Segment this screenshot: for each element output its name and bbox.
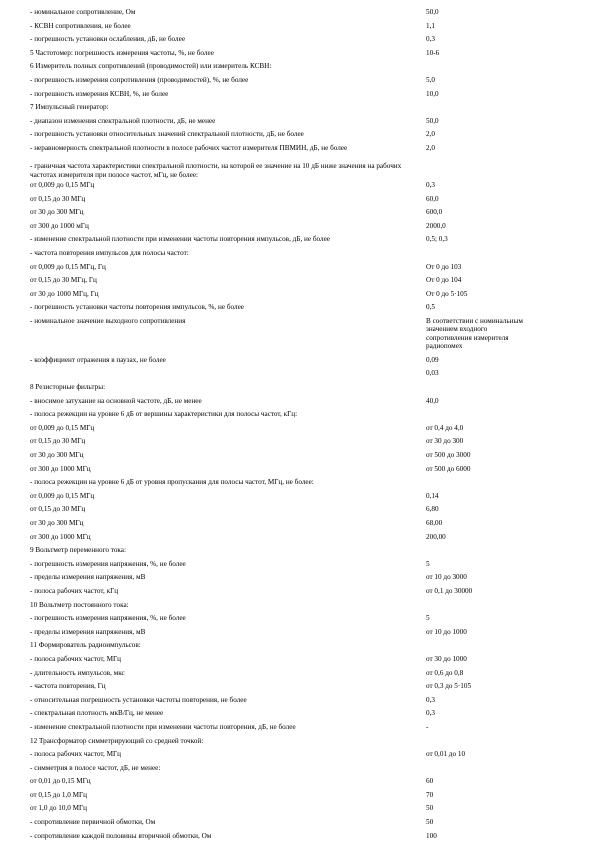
spec-label: - частота повторения, Гц (30, 682, 106, 691)
spec-row (30, 449, 590, 463)
spec-value: от 10 до 1000 (426, 627, 467, 636)
spec-value: 0,03 (426, 369, 439, 378)
spec-label: - полоса режекции на уровне 6 дБ от вершины характеристики для полосы частот, кГц: (30, 410, 298, 419)
spec-row (30, 653, 590, 667)
spec-row (30, 301, 590, 315)
spec-row (30, 128, 590, 142)
spec-value: от 0,4 до 4,0 (426, 423, 464, 432)
spec-value: 0,5; 0,3 (426, 235, 448, 244)
spec-label: - спектральная плотность мкВ/Гц, не менее (30, 709, 164, 718)
spec-value: от 0,1 до 30000 (426, 586, 473, 595)
spec-label: 8 Резисторные фильтры: (30, 383, 106, 392)
spec-label: - погрешность измерения КСВН, %, не более (30, 89, 169, 98)
spec-label: - полоса рабочих частот, МГц (30, 654, 121, 663)
spec-value: 1,1 (426, 21, 435, 30)
spec-label: - вносимое затухание на основной частоте, дБ, не менее (30, 396, 202, 405)
spec-row (30, 193, 590, 207)
spec-row (30, 354, 590, 368)
spec-row (30, 775, 590, 789)
spec-row (30, 247, 590, 261)
spec-label: 9 Вольтметр переменного тока: (30, 546, 126, 555)
spec-label: от 1,0 до 10,0 МГц (30, 804, 88, 813)
spec-label: - погрешность измерения напряжения, %, не более (30, 614, 186, 623)
spec-value: 0,3 (426, 695, 435, 704)
spec-row (30, 626, 590, 640)
spec-label: - длительность импульсов, мкс (30, 668, 125, 677)
spec-label: - номинальное сопротивление, Ом (30, 8, 136, 16)
spec-row (30, 789, 590, 803)
spec-value: 40,0 (426, 396, 439, 405)
spec-row (30, 599, 590, 613)
spec-row (30, 6, 590, 20)
spec-value: 5 (426, 614, 430, 623)
spec-label: 10 Вольтметр постоянного тока: (30, 600, 129, 609)
spec-label: от 0,009 до 0,15 МГц (30, 423, 95, 432)
spec-label: - полоса режекции на уровне 6 дБ от уровня пропускания для полосы частот, МГц, не более: (30, 478, 314, 487)
spec-value: 0,09 (426, 355, 439, 364)
spec-row (30, 463, 590, 477)
spec-row (30, 315, 590, 354)
spec-label: - номинальное значение выходного сопротивления (30, 316, 186, 325)
spec-row (30, 490, 590, 504)
spec-row (30, 261, 590, 275)
spec-row (30, 288, 590, 302)
spec-label: от 0,01 до 0,15 МГц (30, 777, 91, 786)
spec-label: 6 Измеритель полных сопротивлений (проводимостей) или измеритель КСВН: (30, 62, 272, 71)
spec-label: от 0,009 до 0,15 МГц, Гц (30, 262, 106, 271)
spec-label: - относительная погрешность установки частоты повторения, не более (30, 695, 247, 704)
spec-row (30, 274, 590, 288)
spec-value: 0,14 (426, 491, 439, 500)
spec-label: - погрешность установки частоты повторения импульсов, %, не более (30, 303, 244, 312)
spec-row (30, 544, 590, 558)
spec-value: 50 (426, 818, 434, 827)
spec-row (30, 20, 590, 34)
spec-value: от 500 до 6000 (426, 464, 471, 473)
spec-label: - полоса рабочих частот, МГц (30, 750, 121, 759)
spec-value: от 0,01 до 10 (426, 750, 466, 759)
spec-value: В соответствии с номинальным значением входного сопротивления измерителя радиопомех (426, 316, 523, 351)
spec-row (30, 435, 590, 449)
spec-row (30, 47, 590, 61)
spec-label: от 300 до 1000 МГц (30, 532, 91, 541)
spec-label: - неравномерность спектральной плотности в полосе рабочих частот измерителя ПВМИН, дБ, не более (30, 143, 348, 152)
spec-row (30, 680, 590, 694)
spec-label: - погрешность установки ослабления, дБ, не более (30, 35, 186, 44)
spec-value: от 30 до 300 (426, 437, 464, 446)
spec-value: 50,0 (426, 8, 439, 16)
spec-label: - симметрия в полосе частот, дБ, не менее: (30, 763, 161, 772)
spec-row (30, 503, 590, 517)
spec-row (30, 115, 590, 129)
spec-value: от 0,3 до 5·105 (426, 682, 472, 691)
spec-row (30, 142, 590, 161)
spec-label: 11 Формирователь радиоимпульсов: (30, 641, 141, 650)
spec-label: - полоса рабочих частот, кГц (30, 586, 119, 595)
spec-row (30, 88, 590, 102)
spec-label: - погрешность измерения сопротивления (проводимостей), %, не более (30, 75, 249, 84)
spec-value: 200,00 (426, 532, 446, 541)
spec-value: 10-6 (426, 48, 440, 57)
spec-label: от 30 до 300 МГц (30, 208, 84, 217)
spec-value: 2,0 (426, 130, 435, 139)
spec-row (30, 33, 590, 47)
spec-row (30, 220, 590, 234)
spec-label: - граничная частота характеристики спектральной плотности, на которой ее значение на 10 дБ ниже значения на рабочих частотах измерителя при полосе частот, мГц, не более: (30, 162, 402, 179)
spec-label: от 0,15 до 30 МГц (30, 437, 86, 446)
spec-value: 68,00 (426, 519, 443, 527)
spec-label: от 30 до 300 МГц (30, 451, 84, 460)
spec-row (30, 639, 590, 653)
spec-value: 5,0 (426, 75, 435, 84)
spec-value: 600,0 (426, 208, 443, 217)
spec-label: - частота повторения импульсов для полосы частот: (30, 248, 189, 257)
spec-value: 10,0 (426, 89, 439, 98)
spec-label: - погрешность измерения напряжения, %, не более (30, 559, 186, 568)
spec-row (30, 395, 590, 409)
spec-value: от 500 до 3000 (426, 451, 471, 460)
spec-row (30, 667, 590, 681)
spec-row (30, 422, 590, 436)
spec-value: От 0 до 103 (426, 262, 462, 271)
spec-label: от 30 до 300 МГц (30, 519, 84, 527)
spec-value: 100 (426, 831, 437, 840)
spec-label: - сопротивление каждой половины вторичной обмотки, Ом (30, 831, 212, 840)
spec-row (30, 571, 590, 585)
spec-row (30, 517, 590, 531)
spec-row (30, 558, 590, 572)
spec-value: 0,3 (426, 180, 435, 189)
spec-value: 6,80 (426, 505, 439, 514)
spec-row (30, 707, 590, 721)
spec-row (30, 721, 590, 735)
spec-value: 5 (426, 559, 430, 568)
spec-row (30, 612, 590, 626)
spec-value: от 30 до 1000 (426, 654, 467, 663)
spec-label: от 0,15 до 1,0 МГц (30, 790, 88, 799)
spec-value: 0,3 (426, 709, 435, 718)
spec-row (30, 830, 590, 843)
spec-row (30, 816, 590, 830)
spec-row (30, 735, 590, 749)
spec-label: от 0,15 до 30 МГц, Гц (30, 276, 97, 285)
spec-row (30, 408, 590, 422)
spec-row (30, 762, 590, 776)
spec-label: - пределы измерения напряжения, мВ (30, 573, 146, 582)
spec-value: от 0,6 до 0,8 (426, 668, 464, 677)
spec-label: от 0,009 до 0,15 МГц (30, 491, 95, 500)
spec-label: - диапазон изменения спектральной плотности, дБ, не менее (30, 116, 216, 125)
spec-label: 12 Трансформатор симметрирующий со средней точкой: (30, 736, 204, 745)
spec-label: - погрешность установки относительных значений спектральной плотности, дБ, не более (30, 130, 304, 139)
spec-row (30, 206, 590, 220)
spec-row (30, 476, 590, 490)
spec-row (30, 233, 590, 247)
spec-value: От 0 до 5·105 (426, 289, 468, 298)
spec-row (30, 367, 590, 381)
spec-row (30, 74, 590, 88)
spec-label: от 30 до 1000 МГц, Гц (30, 289, 99, 298)
spec-label: от 0,15 до 30 МГц (30, 505, 86, 514)
spec-row (30, 381, 590, 395)
spec-label: - коэффициент отражения в паузах, не более (30, 355, 166, 364)
spec-value: 70 (426, 790, 434, 799)
spec-row (30, 160, 590, 179)
spec-value: 0,5 (426, 303, 435, 312)
spec-value: - (426, 722, 429, 731)
spec-row (30, 531, 590, 545)
spec-row (30, 179, 590, 193)
spec-value: 0,3 (426, 35, 435, 44)
spec-row (30, 60, 590, 74)
spec-label: - изменение спектральной плотности при изменении частоты повторения импульсов, дБ, не более (30, 235, 330, 244)
spec-row (30, 748, 590, 762)
spec-value: от 10 до 3000 (426, 573, 467, 582)
spec-row (30, 585, 590, 599)
spec-label: 5 Частотомер: погрешность измерения частоты, %, не более (30, 48, 214, 57)
document-page (30, 6, 590, 843)
spec-value: 2,0 (426, 143, 435, 152)
spec-value: 60,0 (426, 194, 439, 203)
spec-label: - сопротивление первичной обмотки, Ом (30, 818, 156, 827)
spec-label: - пределы измерения напряжения, мВ (30, 627, 146, 636)
spec-value: 2000,0 (426, 221, 446, 230)
spec-label: - изменение спектральной плотности при изменении частоты повторения, дБ, не более (30, 722, 296, 731)
spec-label: от 300 до 1000 мГц (30, 221, 89, 230)
spec-row (30, 802, 590, 816)
spec-label: 7 Импульсный генератор: (30, 103, 109, 112)
spec-value: 50 (426, 804, 434, 813)
spec-row (30, 694, 590, 708)
spec-row (30, 101, 590, 115)
spec-value: 60 (426, 777, 434, 786)
spec-label: от 0,009 до 0,15 МГц (30, 180, 95, 189)
spec-value: От 0 до 104 (426, 276, 462, 285)
spec-label: от 300 до 1000 МГц (30, 464, 91, 473)
spec-value: 50,0 (426, 116, 439, 125)
spec-label: от 0,15 до 30 МГц (30, 194, 86, 203)
spec-label: - КСВН сопротивления, не более (30, 21, 131, 30)
